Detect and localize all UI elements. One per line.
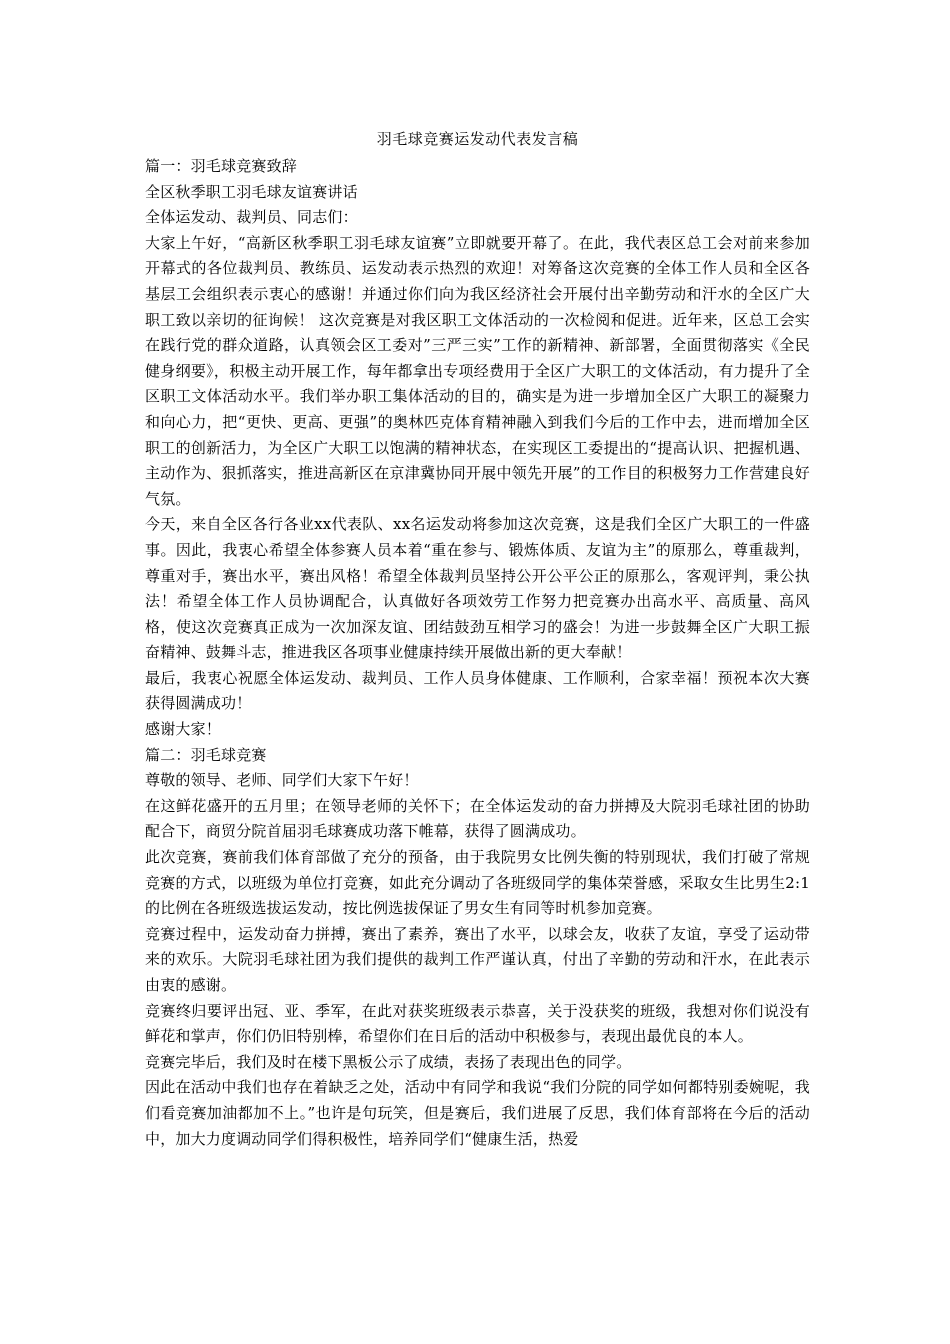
paragraph-process: 竞赛过程中，运发动奋力拼搏，赛出了素养，赛出了水平，以球会友，收获了友谊，享受了运动带来的欢乐。大院羽毛球社团为我们提供的裁判工作严谨认真，付出了辛勤的劳动和汗水，在此表示由衷的感谢。 (145, 924, 810, 994)
paragraph-today: 今天，来自全区各行各业xx代表队、xx名运发动将参加这次竞赛，这是我们全区广大职工的一件盛事。因此，我衷心希望全体参赛人员本着“重在参与、锻炼体质、友谊为主”的原那么，尊重裁判，尊重对手，赛出水平，赛出风格！希望全体裁判员坚持公开公平公正的原那么，客观评判，秉公执法！希望全体工作人员协调配合，认真做好各项效劳工作努力把竞赛办出高水平、高质量、高风格，使这次竞赛真正成为一次加深友谊、团结鼓劲互相学习的盛会！为进一步鼓舞全区广大职工振奋精神、鼓舞斗志，推进我区各项事业健康持续开展做出新的更大奉献！ (145, 515, 810, 662)
paragraph-greeting: 尊敬的领导、老师、同学们大家下午好！ (145, 771, 419, 790)
paragraph-awards: 竞赛终归要评出冠、亚、季军，在此对获奖班级表示恭喜，关于没获奖的班级，我想对你们说没有鲜花和掌声，你们仍旧特别棒，希望你们在日后的活动中积极参与，表现出最优良的本人。 (145, 1001, 810, 1046)
paragraph-section-two-heading: 篇二：羽毛球竞赛 (145, 745, 267, 764)
document-page (145, 128, 810, 1152)
paragraph-salutation: 全体运发动、裁判员、同志们： (145, 208, 358, 227)
paragraph-closing-wishes: 最后，我衷心祝愿全体运发动、裁判员、工作人员身体健康、工作顺利，合家幸福！预祝本次大赛获得圆满成功！ (145, 668, 810, 713)
paragraph-thanks: 感谢大家！ (145, 720, 222, 739)
paragraph-section-one-heading: 篇一：羽毛球竞赛致辞 (145, 157, 298, 175)
paragraph-speech-title: 全区秋季职工羽毛球友谊赛讲话 (145, 182, 358, 201)
paragraph-reflection: 因此在活动中我们也存在着缺乏之处，活动中有同学和我说“我们分院的同学如何都特别委婉呢，我们看竞赛加油都加不上。”也许是句玩笑，但是赛后，我们进展了反思，我们体育部将在今后的活动中，加大力度调动同学们得积极性，培养同学们“健康生活，热爱 (145, 1078, 810, 1148)
document-title: 羽毛球竞赛运发动代表发言稿 (376, 130, 579, 148)
paragraph-may: 在这鲜花盛开的五月里；在领导老师的关怀下；在全体运发动的奋力拼搏及大院羽毛球社团的协助配合下，商贸分院首届羽毛球赛成功落下帷幕，获得了圆满成功。 (145, 796, 810, 841)
paragraph-preparation: 此次竞赛，赛前我们体育部做了充分的预备，由于我院男女比例失衡的特别现状，我们打破了常规竞赛的方式，以班级为单位打竞赛，如此充分调动了各班级同学的集体荣誉感，采取女生比男生2:1的比例在各班级选拔运发动，按比例选拔保证了男女生有同等时机参加竞赛。 (145, 848, 810, 918)
paragraph-results: 竞赛完毕后，我们及时在楼下黑板公示了成绩，表扬了表现出色的同学。 (145, 1052, 632, 1071)
paragraph-opening: 大家上午好，“高新区秋季职工羽毛球友谊赛”立即就要开幕了。在此，我代表区总工会对前来参加开幕式的各位裁判员、教练员、运发动表示热烈的欢迎！对筹备这次竞赛的全体工作人员和全区各基层工会组织表示衷心的感谢！并通过你们向为我区经济社会开展付出辛勤劳动和汗水的全区广大职工致以亲切的征询候！ 这次竞赛是对我区职工文体活动的一次检阅和促进。近年来，区总工会实在践行党的群众道路，认真领会区工委对”三严三实”工作的新精神、新部署，全面贯彻落实《全民健身纲要》，积极主动开展工作，每年都拿出专项经费用于全区广大职工的文体活动，有力提升了全区职工文体活动水平。我们举办职工集体活动的目的，确实是为进一步增加全区广大职工的凝聚力和向心力，把“更快、更高、更强”的奥林匹克体育精神融入到我们今后的工作中去，进而增加全区职工的创新活力，为全区广大职工以饱满的精神状态，在实现区工委提出的“提高认识、把握机遇、主动作为、狠抓落实，推进高新区在京津冀协同开展中领先开展”的工作目的积极努力工作营建良好气氛。 (145, 233, 810, 508)
